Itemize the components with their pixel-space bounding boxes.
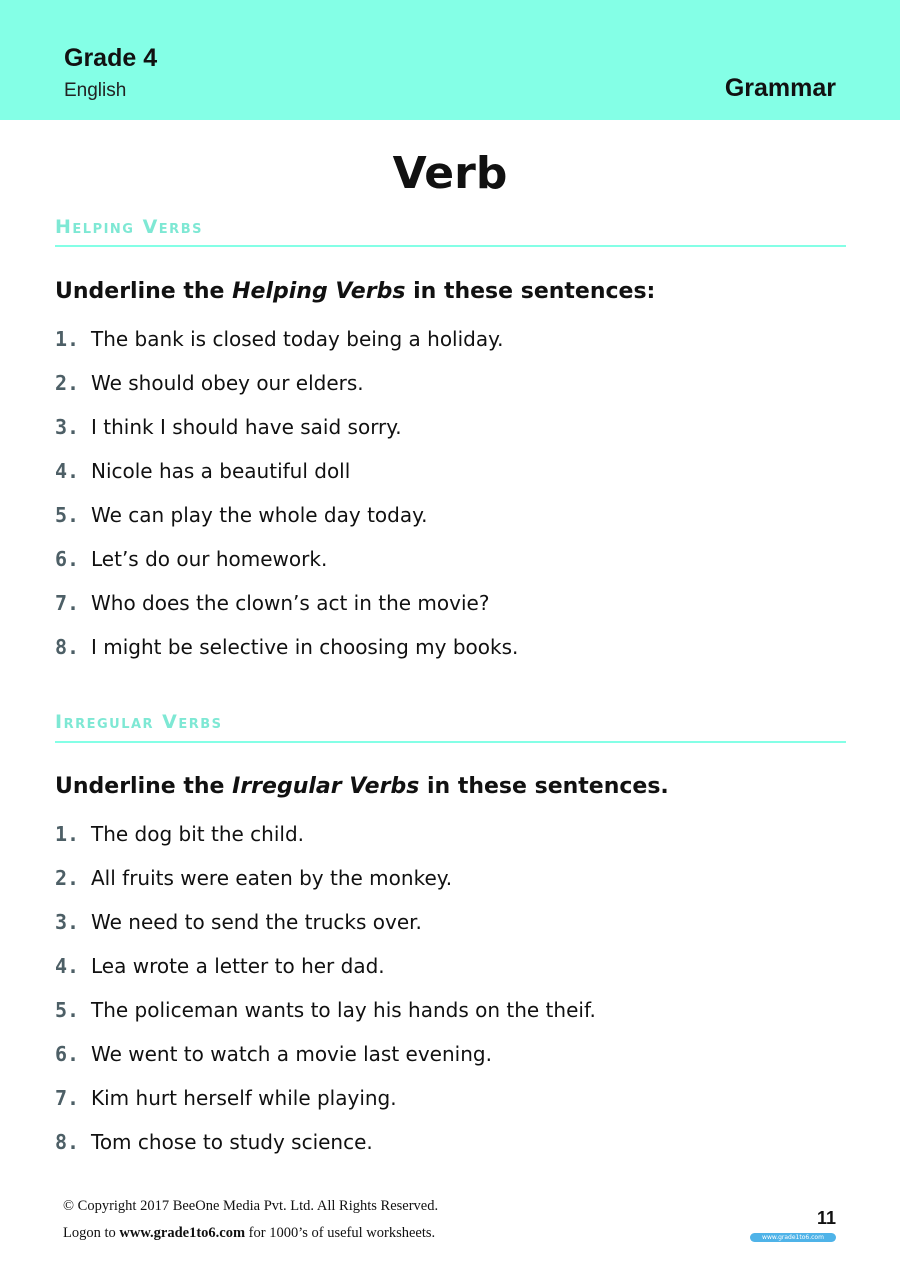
item-text: I think I should have said sorry. xyxy=(91,415,402,439)
list-item xyxy=(55,327,503,357)
section-label-irregular-verbs: Irregular Verbs xyxy=(55,711,223,733)
item-number: 8. xyxy=(55,635,80,659)
list-item xyxy=(55,415,402,445)
list-item xyxy=(55,954,385,984)
item-number: 3. xyxy=(55,910,80,934)
item-text: The bank is closed today being a holiday. xyxy=(91,327,504,351)
list-item xyxy=(55,547,327,577)
section-divider xyxy=(55,741,846,743)
list-item xyxy=(55,1042,492,1072)
list-item xyxy=(55,866,452,896)
page-title: Verb xyxy=(392,148,508,199)
item-number: 2. xyxy=(55,866,80,890)
item-number: 1. xyxy=(55,822,80,846)
list-item xyxy=(55,1130,373,1160)
item-text: The dog bit the child. xyxy=(91,822,305,846)
item-text: Tom chose to study science. xyxy=(91,1130,373,1154)
item-number: 3. xyxy=(55,415,80,439)
instruction-irregular-verbs: Underline the Irregular Verbs in these sentences. xyxy=(55,774,669,799)
item-number: 4. xyxy=(55,459,80,483)
item-number: 7. xyxy=(55,1086,80,1110)
site-link[interactable]: www.grade1to6.com xyxy=(119,1225,246,1241)
item-text: I might be selective in choosing my books. xyxy=(91,635,519,659)
item-text: Kim hurt herself while playing. xyxy=(91,1086,397,1110)
topic-label: Grammar xyxy=(724,74,836,102)
section-divider xyxy=(55,245,846,247)
item-text: All fruits were eaten by the monkey. xyxy=(91,866,453,890)
grade-label: Grade 4 xyxy=(64,44,158,72)
logon-notice: Logon to www.grade1to6.com for 1000’s of useful worksheets. xyxy=(63,1225,436,1241)
instruction-helping-verbs: Underline the Helping Verbs in these sentences: xyxy=(55,279,656,304)
item-number: 8. xyxy=(55,1130,80,1154)
item-number: 5. xyxy=(55,998,80,1022)
item-text: Nicole has a beautiful doll xyxy=(91,459,351,483)
item-number: 6. xyxy=(55,547,80,571)
list-item xyxy=(55,910,422,940)
item-text: Who does the clown’s act in the movie? xyxy=(91,591,490,615)
list-item xyxy=(55,822,304,852)
item-number: 1. xyxy=(55,327,80,351)
item-text: Lea wrote a letter to her dad. xyxy=(91,954,385,978)
item-text: We need to send the trucks over. xyxy=(91,910,422,934)
item-number: 4. xyxy=(55,954,80,978)
subject-label: English xyxy=(64,80,127,101)
section-label-helping-verbs: Helping Verbs xyxy=(55,216,203,238)
item-number: 7. xyxy=(55,591,80,615)
list-item xyxy=(55,998,596,1028)
item-number: 6. xyxy=(55,1042,80,1066)
item-text: We went to watch a movie last evening. xyxy=(91,1042,492,1066)
item-text: The policeman wants to lay his hands on the theif. xyxy=(91,998,596,1022)
list-item xyxy=(55,503,427,533)
item-number: 5. xyxy=(55,503,80,527)
list-item xyxy=(55,591,489,621)
item-text: Let’s do our homework. xyxy=(91,547,328,571)
item-number: 2. xyxy=(55,371,80,395)
copyright-notice: © Copyright 2017 BeeOne Media Pvt. Ltd. All Rights Reserved. xyxy=(63,1198,439,1214)
list-item xyxy=(55,1086,397,1116)
header-band xyxy=(0,0,900,120)
list-item xyxy=(55,459,350,489)
item-text: We should obey our elders. xyxy=(91,371,364,395)
list-item xyxy=(55,371,364,401)
page-number: 11 xyxy=(816,1208,836,1228)
list-item xyxy=(55,635,518,665)
site-badge: www.grade1to6.com xyxy=(750,1233,836,1242)
item-text: We can play the whole day today. xyxy=(91,503,428,527)
